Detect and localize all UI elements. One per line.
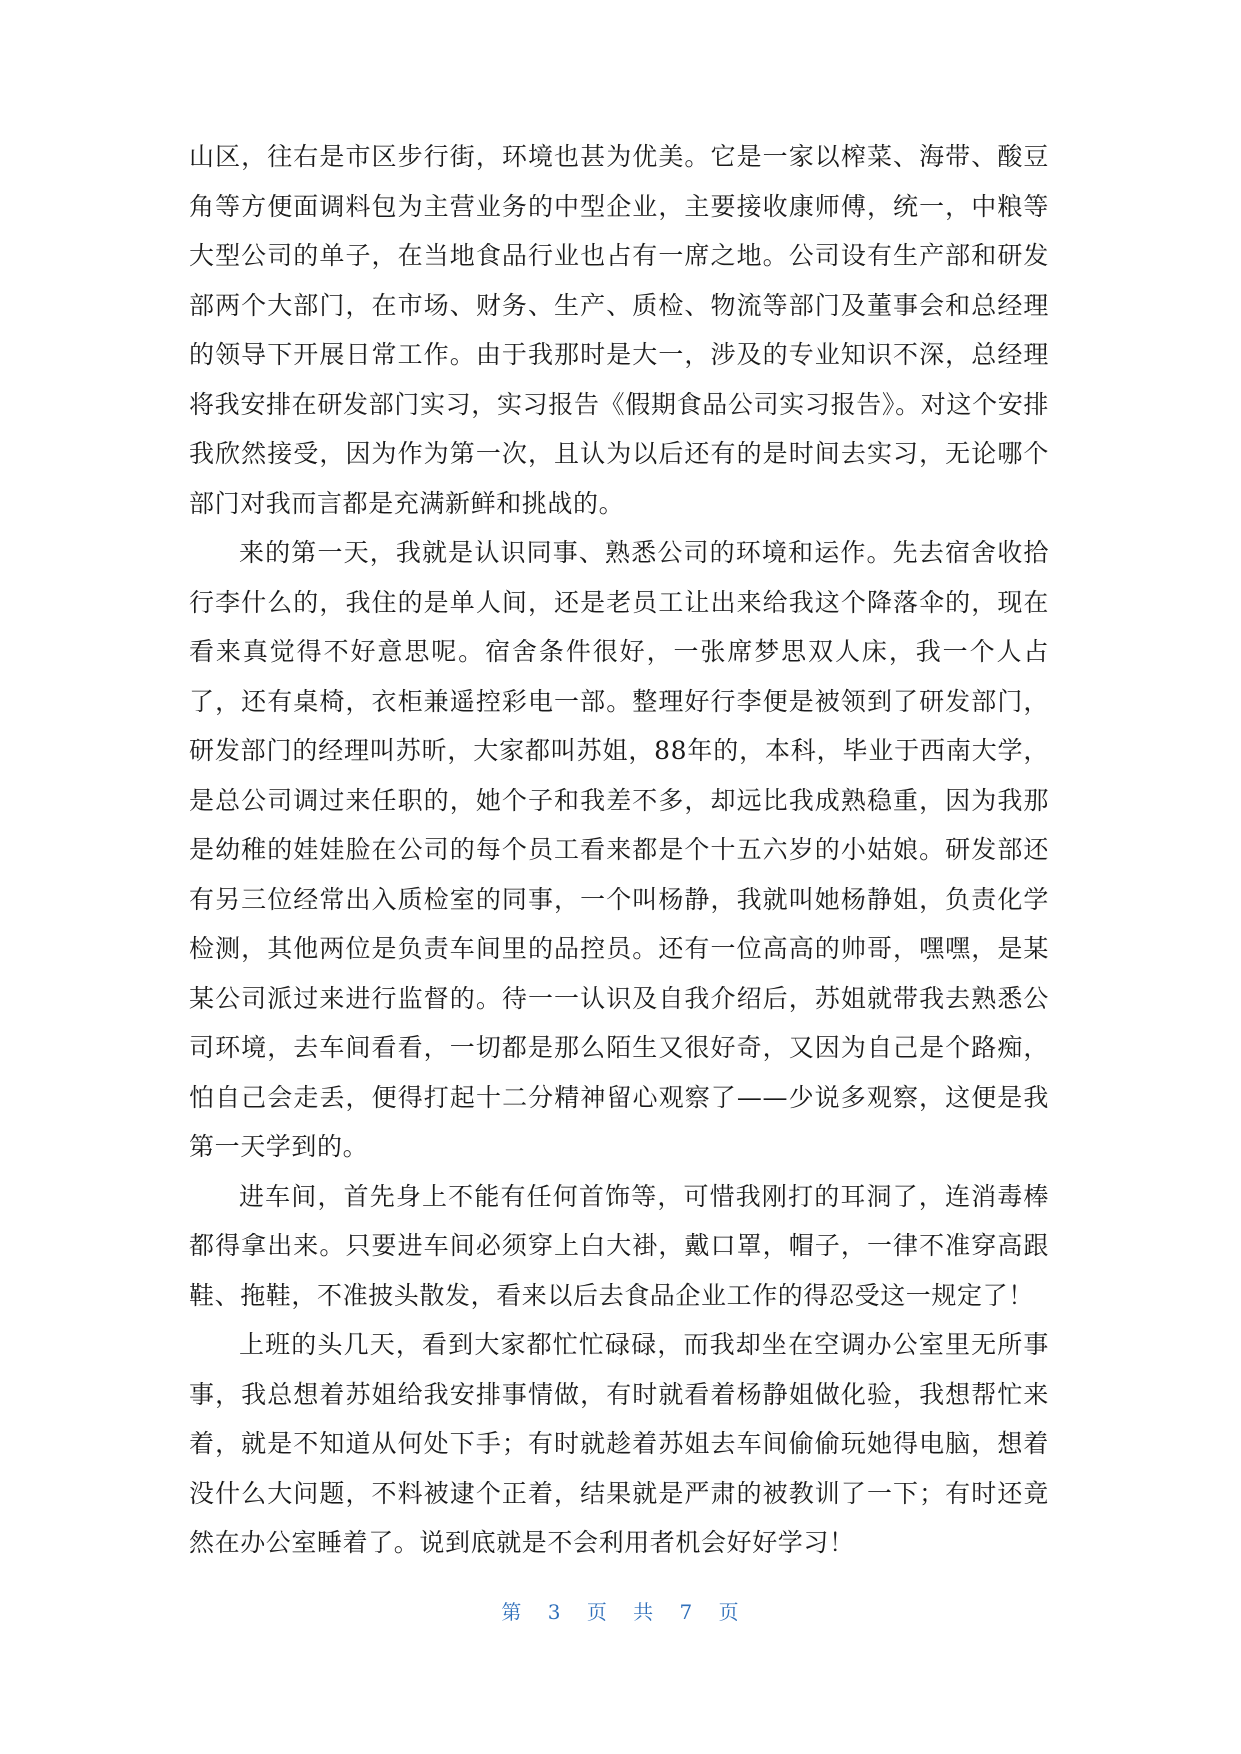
page-label-di: 第 [501, 1600, 523, 1624]
page-label-ye: 页 [586, 1600, 608, 1624]
paragraph-2: 来的第一天，我就是认识同事、熟悉公司的环境和运作。先去宿舍收拾行李什么的，我住的是单人间，还是老员工让出来给我这个降落伞的，现在看来真觉得不好意思呢。宿舍条件很好，一张席梦思双人床，我一个人占了，还有桌椅，衣柜兼遥控彩电一部。整理好行李便是被领到了研发部门，研发部门的经理叫苏昕，大家都叫苏姐，88年的，本科，毕业于西南大学，是总公司调过来任职的，她个子和我差不多，却远比我成熟稳重，因为我那是幼稚的娃娃脸在公司的每个员工看来都是个十五六岁的小姑娘。研发部还有另三位经常出入质检室的同事，一个叫杨静，我就叫她杨静姐，负责化学检测，其他两位是负责车间里的品控员。还有一位高高的帅哥，嘿嘿，是某某公司派过来进行监督的。待一一认识及自我介绍后，苏姐就带我去熟悉公司环境，去车间看看，一切都是那么陌生又很好奇，又因为自己是个路痴，怕自己会走丢，便得打起十二分精神留心观察了——少说多观察，这便是我第一天学到的。 [189, 538, 1049, 1161]
page-label-gong: 共 [633, 1600, 655, 1624]
page-label-ye-2: 页 [718, 1600, 740, 1624]
paragraph-3: 进车间，首先身上不能有任何首饰等，可惜我刚打的耳洞了，连消毒棒都得拿出来。只要进车间必须穿上白大褂，戴口罩，帽子，一律不准穿高跟鞋、拖鞋，不准披头散发，看来以后去食品企业工作的得忍受这一规定了！ [189, 1181, 1049, 1310]
current-page-number: 3 [547, 1600, 562, 1624]
page-footer [0, 1596, 1241, 1625]
paragraph-4: 上班的头几天，看到大家都忙忙碌碌，而我却坐在空调办公室里无所事事，我总想着苏姐给我安排事情做，有时就看着杨静姐做化验，我想帮忙来着，就是不知道从何处下手；有时就趁着苏姐去车间偷偷玩她得电脑，想着没什么大问题，不料被逮个正着，结果就是严肃的被教训了一下；有时还竟然在办公室睡着了。说到底就是不会利用者机会好好学习！ [189, 1330, 1049, 1557]
document-body [189, 132, 1049, 1568]
paragraph-1: 山区，往右是市区步行街，环境也甚为优美。它是一家以榨菜、海带、酸豆角等方便面调料包为主营业务的中型企业，主要接收康师傅，统一，中粮等大型公司的单子，在当地食品行业也占有一席之地。公司设有生产部和研发部两个大部门，在市场、财务、生产、质检、物流等部门及董事会和总经理的领导下开展日常工作。由于我那时是大一，涉及的专业知识不深，总经理将我安排在研发部门实习，实习报告《假期食品公司实习报告》。对这个安排我欣然接受，因为作为第一次，且认为以后还有的是时间去实习，无论哪个部门对我而言都是充满新鲜和挑战的。 [189, 142, 1049, 518]
total-pages-number: 7 [679, 1600, 694, 1624]
